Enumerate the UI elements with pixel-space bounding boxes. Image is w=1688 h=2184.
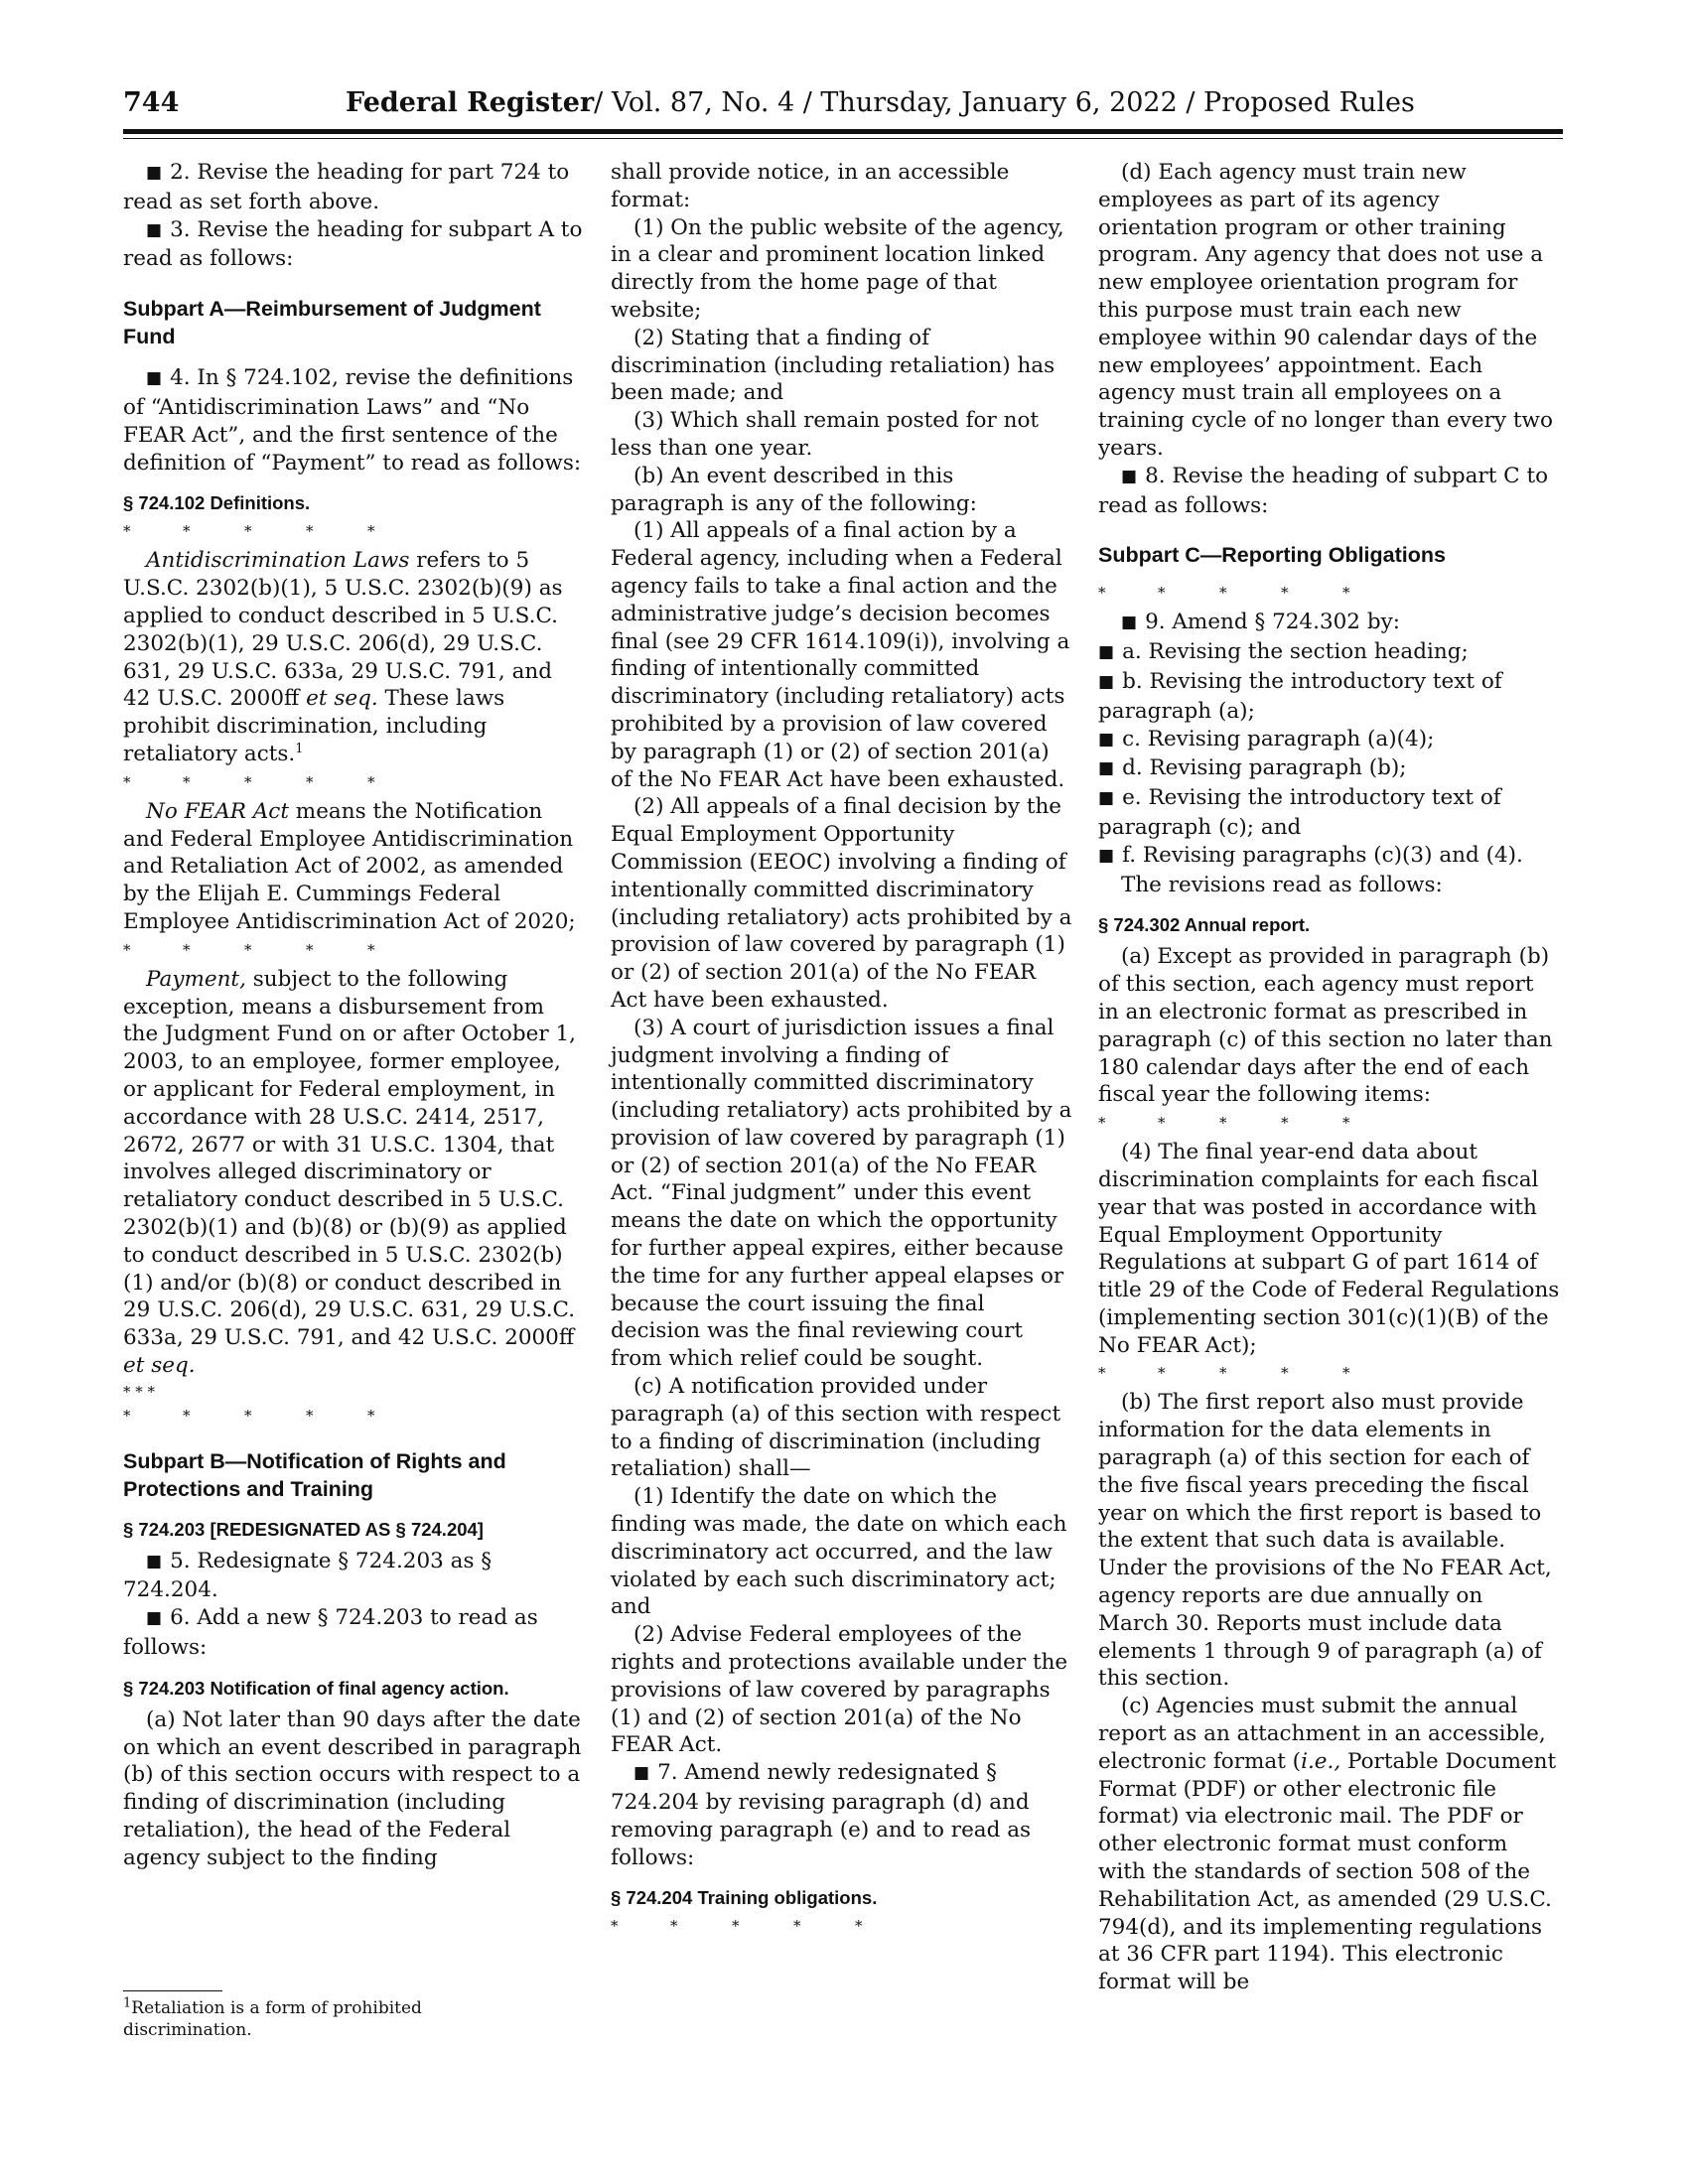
paragraph-a-1: (1) On the public website of the agency, in a clear and prominent location linked directly from the home page of that website;	[611, 214, 1064, 323]
paragraph-b-3: (3) A court of jurisdiction issues a final judgment involving a finding of intentionally committed discriminatory (including retaliatory) acts prohibited by a provision of law covered by paragraph (1) or (2) of section 201(a) of the No FEAR Act. “Final judgment” under this event means the date on which the opportunity for further appeal expires, either because the time for any further appeal elapses or because the court issuing the final decision was the final reviewing court from which relief could be sought.	[611, 1015, 1072, 1372]
amendment-6: ■ 6. Add a new § 724.203 to read as follows:	[123, 1604, 585, 1662]
subpart-a-heading: Subpart A—Reimbursement of Judgment Fund	[123, 297, 541, 349]
omission-stars: * * * * *	[1098, 1114, 1350, 1133]
paragraph-c: (c) A notification provided under paragraph (a) of this section with respect to a finding of discrimination (including retaliation) shall—	[611, 1374, 1061, 1482]
paragraph-a: (a) Not later than 90 days after the date on which an event described in paragraph (b) of this section occurs with respect to a finding of discrimination (including retaliation), the head of the Federal agency subject to the finding	[123, 1706, 582, 1870]
publication-name: Federal Register	[346, 87, 595, 118]
amendment-7: ■ 7. Amend newly redesignated § 724.204 by revising paragraph (d) and removing paragraph (e) and to read as follows:	[611, 1759, 1072, 1871]
amendment-4: ■ 4. In § 724.102, revise the definitions of “Antidiscrimination Laws” and “No FEAR Act”, and the first sentence of the definition of “Payment” to read as follows:	[123, 364, 585, 477]
paragraph-d: (d) Each agency must train new employees as part of its agency orientation program or other training program. Any agency that does not use a new employee orientation program for this purpose must train each new employee within 90 calendar days of the new employees’ appointment. Each agency must train all employees on a training cycle of no longer than every two years.	[1098, 160, 1553, 461]
footnote	[123, 1997, 471, 2041]
page-header	[123, 87, 1563, 123]
paragraph-a-3: (3) Which shall remain posted for not less than one year.	[611, 408, 1040, 461]
paragraph-b-2: (2) All appeals of a final decision by the Equal Employment Opportunity Commission (EEOC) involving a finding of intentionally committed discriminatory (including retaliatory) acts prohibited by a provision of law covered by paragraph (1) or (2) of section 201(a) of the No FEAR Act have been exhausted.	[611, 794, 1072, 1013]
omission-stars: * * * * *	[1098, 584, 1350, 603]
paragraph-a-continued: shall provide notice, in an accessible format:	[611, 160, 1010, 212]
omission-stars: * * * * *	[123, 772, 375, 791]
amendment-8: ■ 8. Revise the heading of subpart C to read as follows:	[1098, 463, 1560, 520]
amendment-9: ■ 9. Amend § 724.302 by:	[1098, 609, 1560, 638]
footnote-text: Retaliation is a form of prohibited discrimination.	[123, 1998, 422, 2040]
amendment-2: ■ 2. Revise the heading for part 724 to read as set forth above.	[123, 159, 585, 216]
omission-stars: * * * * *	[123, 1406, 375, 1425]
section-724-102-heading: § 724.102 Definitions.	[123, 492, 311, 514]
paragraph-b-1: (1) All appeals of a final action by a Federal agency, including when a Federal agency fails to take a final action and the administrative judge’s decision becomes final (see 29 CFR 1614.109(i)), involving a finding of intentionally committed discriminatory (including retaliatory) acts prohibited by a provision of law covered by paragraph (1) or (2) of section 201(a) of the No FEAR Act have been exhausted.	[611, 518, 1070, 792]
paragraph-b: (b) An event described in this paragraph is any of the following:	[611, 463, 977, 516]
issue-info: / Vol. 87, No. 4 / Thursday, January 6, 2022 / Proposed Rules	[594, 87, 1415, 118]
definition-payment: Payment, subject to the following exception, means a disbursement from the Judgment Fund on or after October 1, 2003, to an employee, former employee, or applicant for Federal employment, in accordance with 28 U.S.C. 2414, 2517, 2672, 2677 or with 31 U.S.C. 1304, that involves alleged discriminatory or retaliatory conduct described in 5 U.S.C. 2302(b)(1) and (b)(8) or (b)(9) as applied to conduct described in 5 U.S.C. 2302(b)(1) and/or (b)(8) or conduct described in 29 U.S.C. 206(d), 29 U.S.C. 631, 29 U.S.C. 633a, 29 U.S.C. 791, and 42 U.S.C. 2000ff et seq.	[123, 966, 576, 1378]
short-omission-stars: * * *	[123, 1382, 156, 1401]
amendment-9f: ■ f. Revising paragraphs (c)(3) and (4).	[1098, 842, 1560, 872]
column-3	[1098, 159, 1560, 1996]
amendment-9d: ■ d. Revising paragraph (b);	[1098, 754, 1560, 784]
paragraph-302-b: (b) The first report also must provide information for the data elements in paragraph (a) of this section for each of the five fiscal years preceding the fiscal year on which the first report is based to the extent that such data is available. Under the provisions of the No FEAR Act, agency reports are due annually on March 30. Reports must include data elements 1 through 9 of paragraph (a) of this section.	[1098, 1390, 1552, 1692]
paragraph-302-a-4: (4) The final year-end data about discrimination complaints for each fiscal year that was posted in accordance with Equal Employment Opportunity Regulations at subpart G of part 1614 of title 29 of the Code of Federal Regulations (implementing section 301(c)(1)(B) of the No FEAR Act);	[1098, 1140, 1560, 1358]
footnote-mark: 1	[123, 1995, 132, 2011]
section-724-204-heading: § 724.204 Training obligations.	[611, 1887, 878, 1909]
amendment-9e: ■ e. Revising the introductory text of paragraph (c); and	[1098, 784, 1560, 842]
omission-stars: * * * * *	[1098, 1364, 1350, 1383]
running-head	[346, 87, 1415, 118]
section-724-203-heading: § 724.203 Notification of final agency action.	[123, 1677, 509, 1699]
column-2	[611, 159, 1072, 1942]
definition-no-fear-act: No FEAR Act means the Notification and Federal Employee Antidiscrimination and Retaliation Act of 2002, as amended by the Elijah E. Cummings Federal Employee Antidiscrimination Act of 2020;	[123, 798, 576, 934]
amendment-9c: ■ c. Revising paragraph (a)(4);	[1098, 726, 1560, 755]
amendment-3: ■ 3. Revise the heading for subpart A to read as follows:	[123, 216, 585, 274]
footnote-rule	[123, 1990, 222, 1991]
paragraph-c-2: (2) Advise Federal employees of the rights and protections available under the provisions of law covered by paragraphs (1) and (2) of section 201(a) of the No FEAR Act.	[611, 1622, 1068, 1758]
revisions-intro: The revisions read as follows:	[1121, 872, 1443, 897]
subpart-c-heading: Subpart C—Reporting Obligations	[1098, 543, 1446, 568]
header-rule-thick	[123, 129, 1563, 134]
header-rule-thin	[123, 138, 1563, 139]
paragraph-a-2: (2) Stating that a finding of discrimination (including retaliation) has been made; and	[611, 325, 1055, 406]
column-1	[123, 159, 585, 1872]
paragraph-302-a: (a) Except as provided in paragraph (b) of this section, each agency must report in an electronic format as prescribed in paragraph (c) of this section no later than 180 calendar days after the end of each fiscal year the following items:	[1098, 944, 1553, 1108]
page-number: 744	[123, 87, 180, 118]
amendment-5: ■ 5. Redesignate § 724.203 as § 724.204.	[123, 1548, 585, 1605]
section-724-302-heading: § 724.302 Annual report.	[1098, 914, 1311, 936]
definition-antidiscrimination-laws: Antidiscrimination Laws refers to 5 U.S.C. 2302(b)(1), 5 U.S.C. 2302(b)(9) as applied to conduct described in 5 U.S.C. 2302(b)(1), 29 U.S.C. 206(d), 29 U.S.C. 631, 29 U.S.C. 633a, 29 U.S.C. 791, and 42 U.S.C. 2000ff et seq. These laws prohibit discrimination, including retaliatory acts.$^1$	[123, 548, 563, 766]
subpart-b-heading: Subpart B—Notification of Rights and Protections and Training	[123, 1448, 506, 1501]
amendment-9a: ■ a. Revising the section heading;	[1098, 638, 1560, 668]
section-724-203-redesignated-heading: § 724.203 [REDESIGNATED AS § 724.204]	[123, 1518, 484, 1540]
omission-stars: * * * * *	[611, 1917, 863, 1936]
paragraph-302-c: (c) Agencies must submit the annual report as an attachment in an accessible, electronic format (i.e., Portable Document Format (PDF) or other electronic file format) via electronic mail. The PDF or other electronic format must conform with the standards of section 508 of the Rehabilitation Act, as amended (29 U.S.C. 794(d), and its implementing regulations at 36 CFR part 1194). This electronic format will be	[1098, 1694, 1557, 1995]
omission-stars: * * * * *	[123, 940, 375, 959]
omission-stars: * * * * *	[123, 522, 375, 541]
footnote-ref: 1	[295, 741, 304, 756]
paragraph-c-1: (1) Identify the date on which the finding was made, the date on which each discriminatory act occurred, and the law violated by each such discriminatory act; and	[611, 1484, 1067, 1620]
amendment-9b: ■ b. Revising the introductory text of paragraph (a);	[1098, 668, 1560, 726]
